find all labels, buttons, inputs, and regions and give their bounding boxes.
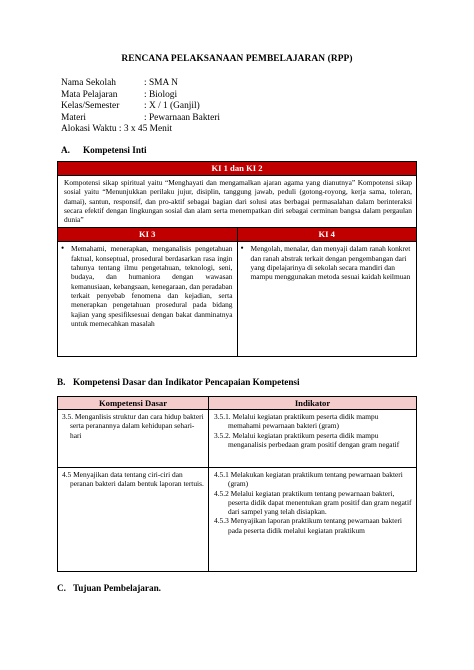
kd-header: Kompetensi Dasar	[58, 397, 209, 410]
bullet-icon: •	[61, 243, 65, 254]
kd-text: 3.5. Menganlisis struktur dan cara hidup bakteri serta peranannya dalam kehidupan sehari-hari	[62, 412, 204, 440]
ki3-header: KI 3	[58, 228, 238, 242]
indicator-item: 4.5.2 Melalui kegiatan praktikum tentang pewarnaan bakteri, peserta didik dapat menentukan gram positif dan gram negatif dari sampel yang telah disiapkan.	[214, 488, 412, 517]
indicator-item: 4.5.3 Menyajikan laporan praktikum tentang pewarnaan bakteri pada peserta didik melalui kegiatan praktikum	[214, 516, 402, 535]
section-title: Kompetensi Inti	[83, 145, 147, 155]
ki4-header: KI 4	[237, 228, 417, 242]
identity-value: : Biologi	[144, 89, 178, 100]
identity-value: : SMA N	[144, 78, 178, 88]
indicator-cell	[209, 468, 417, 572]
section-number: C.	[57, 583, 66, 593]
section-c-heading	[57, 583, 161, 593]
kd-text: 4.5 Menyajikan data tentang ciri-ciri dan peranan bakteri dalam bentuk laporan tertuis.	[62, 470, 204, 489]
indicator-item: 3.5.1. Melalui kegiatan praktikum peserta didik mampu memahami pewarnaan bakteri (gram)	[214, 412, 379, 431]
identity-label: Nama Sekolah	[61, 78, 116, 88]
section-number: B.	[57, 377, 66, 387]
section-b-heading	[57, 377, 300, 387]
indicator-cell	[209, 410, 417, 468]
ki3-cell	[58, 242, 238, 357]
identity-label: Mata Pelajaran	[61, 89, 118, 100]
section-title: Kompetensi Dasar dan Indikator Pencapaian Kompetensi	[73, 377, 300, 387]
indicator-item: 4.5.1 Melakukan kegiatan praktikum tentang pewarnaan bakteri (gram)	[214, 470, 403, 489]
identity-value: : X / 1 (Ganjil)	[144, 101, 200, 112]
kd-cell	[58, 410, 209, 468]
document-title: RENCANA PELAKSANAAN PEMBELAJARAN (RPP)	[121, 54, 353, 64]
kd-table	[57, 396, 417, 572]
bullet-icon: •	[240, 243, 244, 254]
ki12-header: KI 1 dan KI 2	[58, 162, 417, 176]
ki3-text: Memahami, menerapkan, menganalisis pengetahuan faktual, konseptual, prosedural berdasarkan rasa ingin tahunya tentang ilmu pengetahuan, teknologi, seni, budaya, dan humaniora dengan wawasan kemanusiaan, kebangsaan, kenegaraan, dan peradaban terkait penyebab fenomena dan kejadian, serta menerapkan pengetahuan prosedural pada bidang kajian yang spesifiksesuai dengan bakat danminatnya untuk memecahkan masalah	[71, 244, 233, 328]
identity-value: : Pewarnaan Bakteri	[144, 112, 221, 123]
identity-label: Kelas/Semester	[61, 101, 120, 112]
kd-cell	[58, 468, 209, 572]
ki4-cell	[237, 242, 417, 357]
section-number: A.	[61, 145, 70, 155]
identity-label: Materi	[61, 112, 86, 123]
indicator-header: Indikator	[209, 397, 417, 410]
section-title: Tujuan Pembelajaran.	[73, 583, 161, 593]
ki12-text: Kompotensi sikap spiritual yaitu “Menghayati dan mengamalkan ajaran agama yang dianutnya” Kompotensi sikap sosial yaitu “Menunjukkan perilaku jujur, disiplin, tanggung jawab, peduli (gotong-royong, kerja sama, toleran, damai), santun, responsif, dan pro-aktif sebagai bagian dari solusi atas berbagai permasalahan dalam berinteraksi secara efektif dengan lingkungan sosial dan alam serta menempatkan diri sebagai cerminan bangsa dalam pergaulan dunia”	[58, 176, 417, 228]
section-a-heading	[61, 145, 147, 155]
ki-table	[57, 161, 417, 357]
time-allocation: Alokasi Waktu : 3 x 45 Menit	[61, 124, 173, 135]
ki4-text: Mengolah, menalar, dan menyaji dalam ranah konkret dan ranah abstrak terkait dengan pengembangan dari yang dipelajarinya di sekolah secara mandiri dan mampu menggunakan metoda sesuai kaidah keilmuan	[250, 244, 411, 282]
indicator-item: 3.5.2. Melalui kegiatan praktikum peserta didik mampu menganalisis perbedaan gram positif dengan gram negatif	[214, 430, 400, 449]
